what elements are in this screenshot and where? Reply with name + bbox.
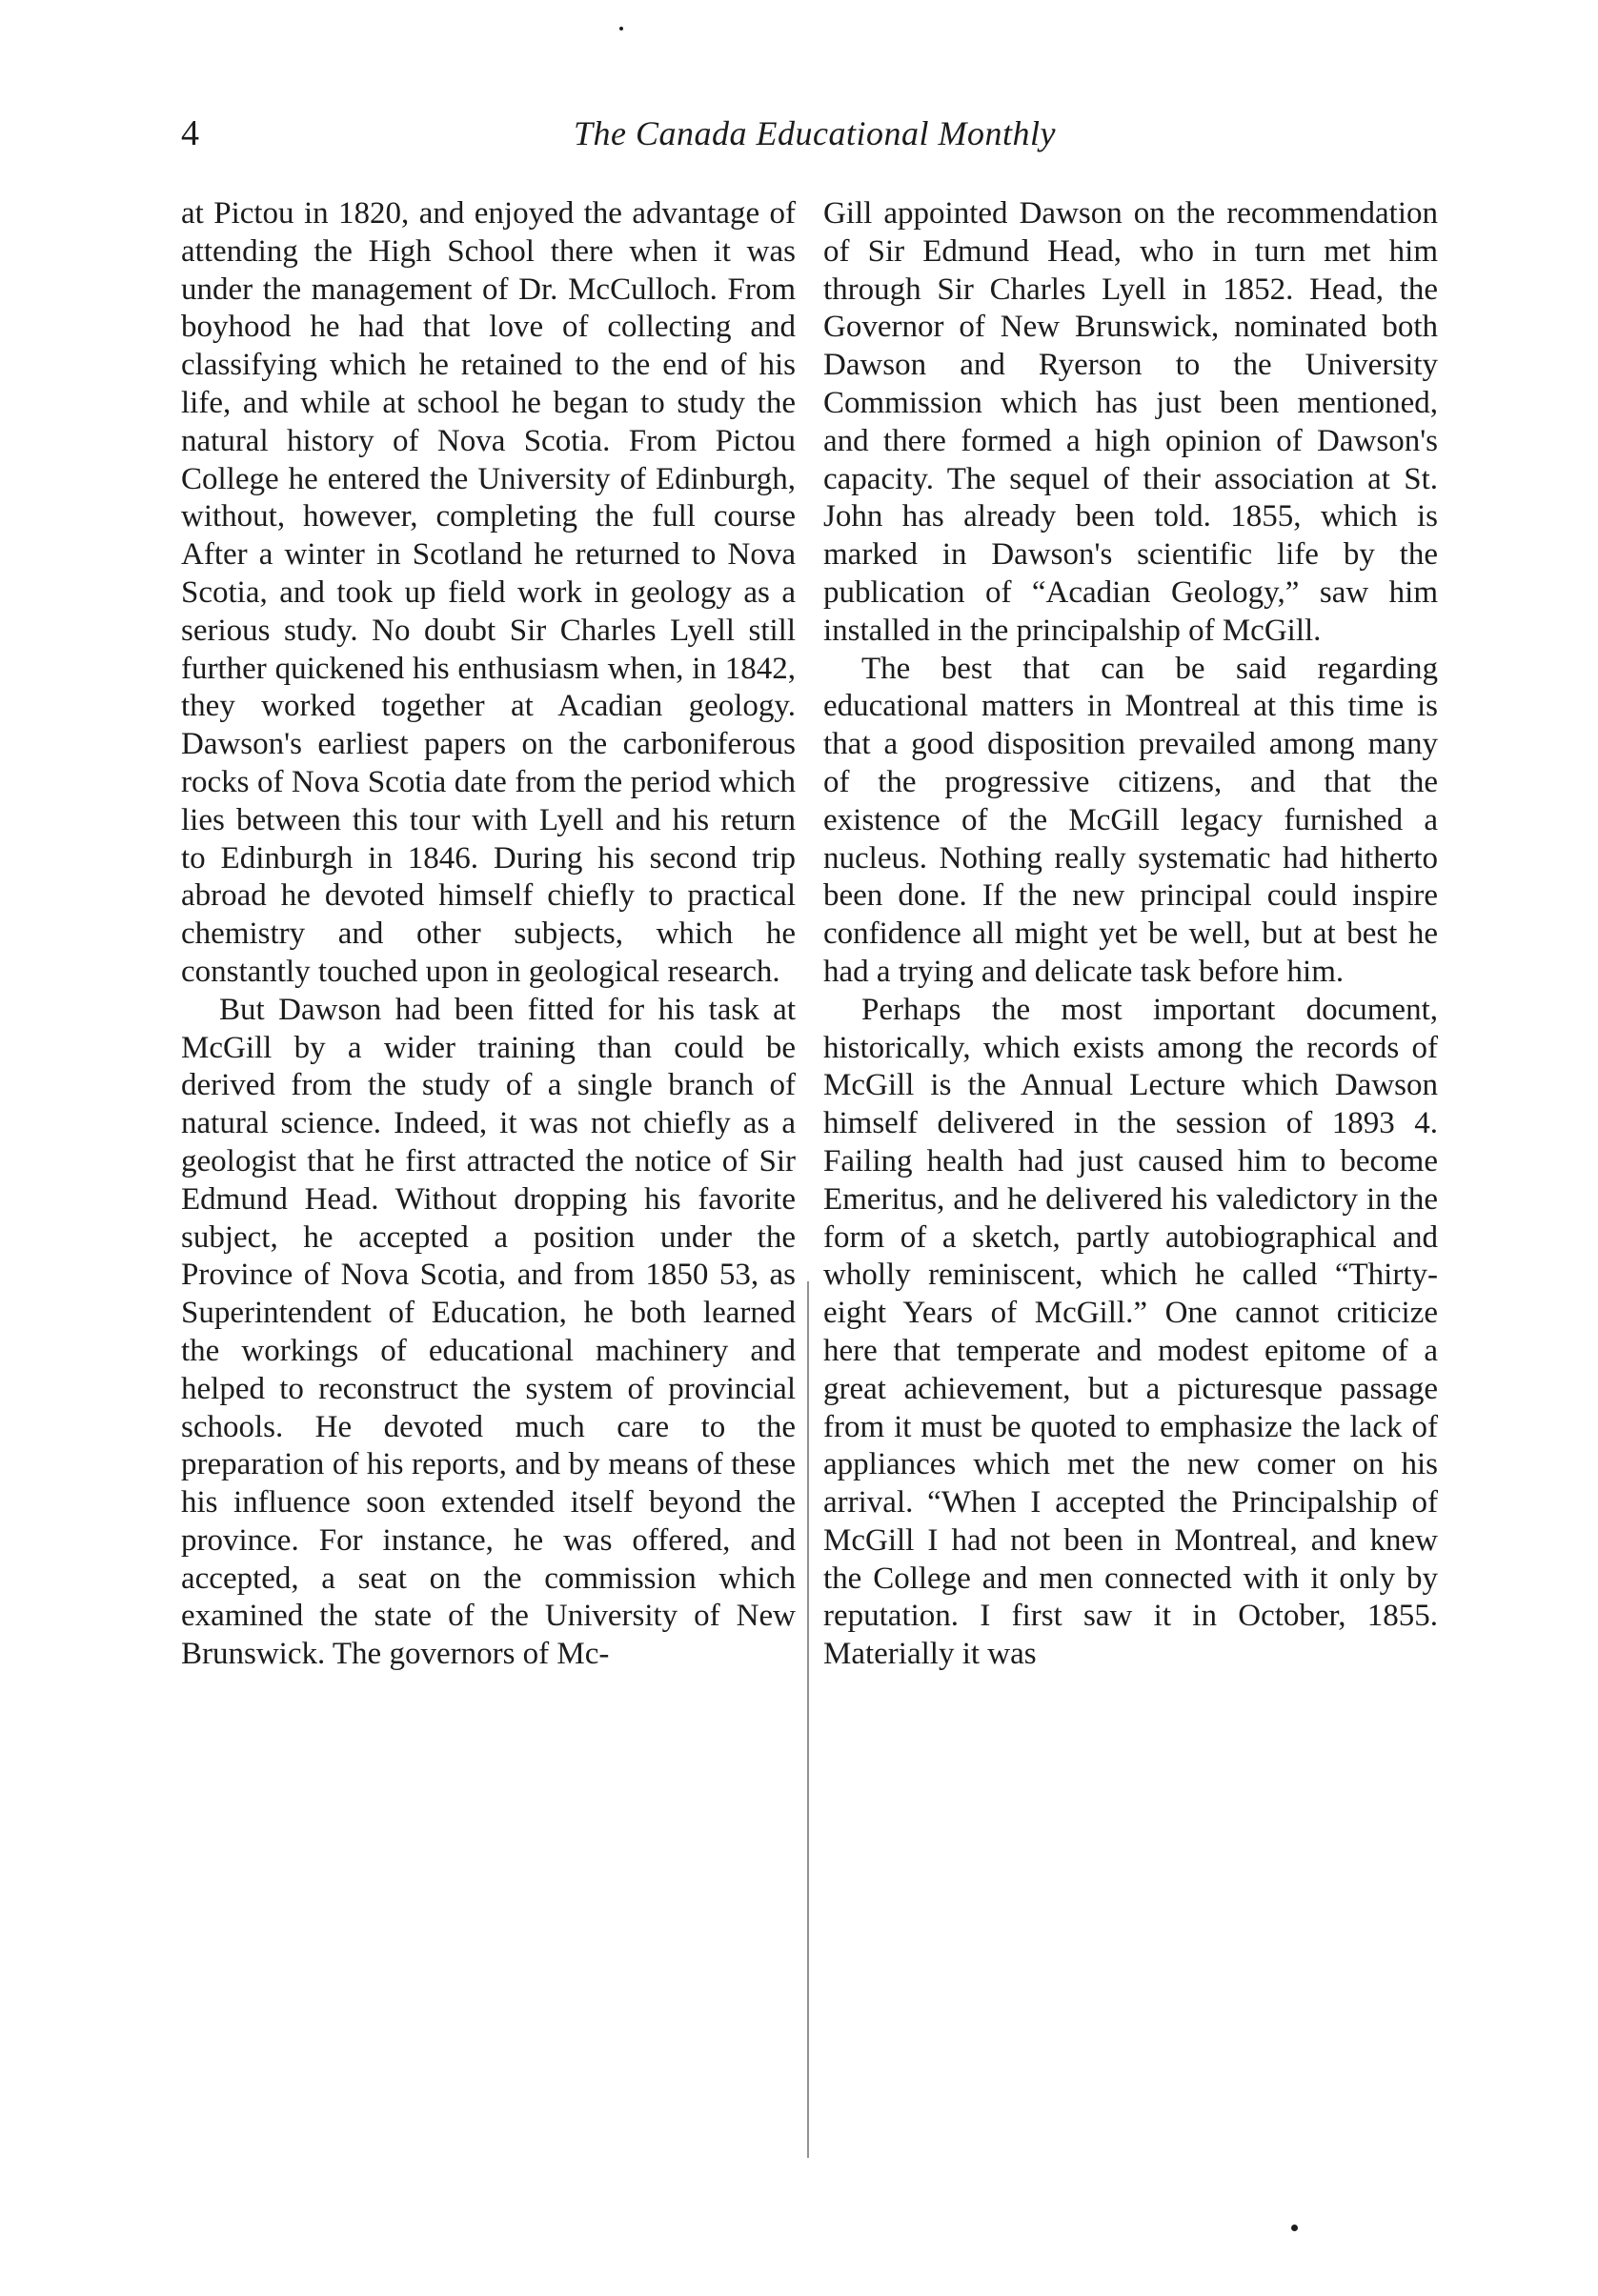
- left-column: [181, 195, 796, 1674]
- right-column: [823, 195, 1438, 1674]
- print-speck: [619, 27, 623, 30]
- paragraph: at Pictou in 1820, and enjoyed the advantage of attending the High School there when it was under the management of Dr. McCulloch. From boyhood he had that love of collecting and classifying which he retained to the end of his life, and while at school he began to study the natural history of Nova Scotia. From Pictou College he entered the University of Edinburgh, without, however, completing the full course After a winter in Scotland he returned to Nova Scotia, and took up field work in geology as a serious study. No doubt Sir Charles Lyell still further quickened his enthusiasm when, in 1842, they worked together at Acadian geology. Dawson's earliest papers on the carboniferous rocks of Nova Scotia date from the period which lies between this tour with Lyell and his return to Edinburgh in 1846. During his second trip abroad he devoted himself chiefly to practical chemistry and other subjects, which he constantly touched upon in geological research.: [181, 196, 796, 989]
- paragraph: Gill appointed Dawson on the recommendation of Sir Edmund Head, who in turn met him through Sir Charles Lyell in 1852. Head, the Governor of New Brunswick, nominated both Dawson and Ryerson to the University Commission which has just been mentioned, and there formed a high opinion of Dawson's capacity. The sequel of their association at St. John has already been told. 1855, which is marked in Dawson's scientific life by the publication of “Acadian Geology,” saw him installed in the principalship of McGill.: [823, 196, 1438, 648]
- paragraph: But Dawson had been fitted for his task at McGill by a wider training than could be derived from the study of a single branch of natural science. Indeed, it was not chiefly as a geologist that he first attracted the notice of Sir Edmund Head. Without dropping his favorite subject, he accepted a position under the Province of Nova Scotia, and from 1850 53, as Superintendent of Education, he both learned the workings of educational machinery and helped to reconstruct the system of provincial schools. He devoted much care to the preparation of his reports, and by means of these his influence soon extended itself beyond the province. For instance, he was offered, and accepted, a seat on the commission which examined the state of the University of New Brunswick. The governors of Mc-: [181, 992, 796, 1672]
- column-divider: [807, 1281, 809, 2158]
- page-header: [181, 107, 1448, 160]
- page-number: 4: [181, 113, 199, 153]
- running-title: The Canada Educational Monthly: [574, 114, 1056, 152]
- paragraph: Perhaps the most important document, historically, which exists among the records of McGill is the Annual Lecture which Dawson himself delivered in the session of 1893 4. Failing health had just caused him to become Emeritus, and he delivered his valedictory in the form of a sketch, partly autobiographical and wholly reminiscent, which he called “Thirty-eight Years of McGill.” One cannot criticize here that temperate and modest epitome of a great achievement, but a picturesque passage from it must be quoted to emphasize the lack of appliances which met the new comer on his arrival. “When I accepted the Principalship of McGill I had not been in Montreal, and knew the College and men connected with it only by reputation. I first saw it in October, 1855. Materially it was: [823, 992, 1438, 1672]
- print-speck: [1291, 2225, 1298, 2231]
- paragraph: The best that can be said regarding educational matters in Montreal at this time is that a good disposition prevailed among many of the progressive citizens, and that the existence of the McGill legacy furnished a nucleus. Nothing really systematic had hitherto been done. If the new principal could inspire confidence all might yet be well, but at best he had a trying and delicate task before him.: [823, 651, 1438, 989]
